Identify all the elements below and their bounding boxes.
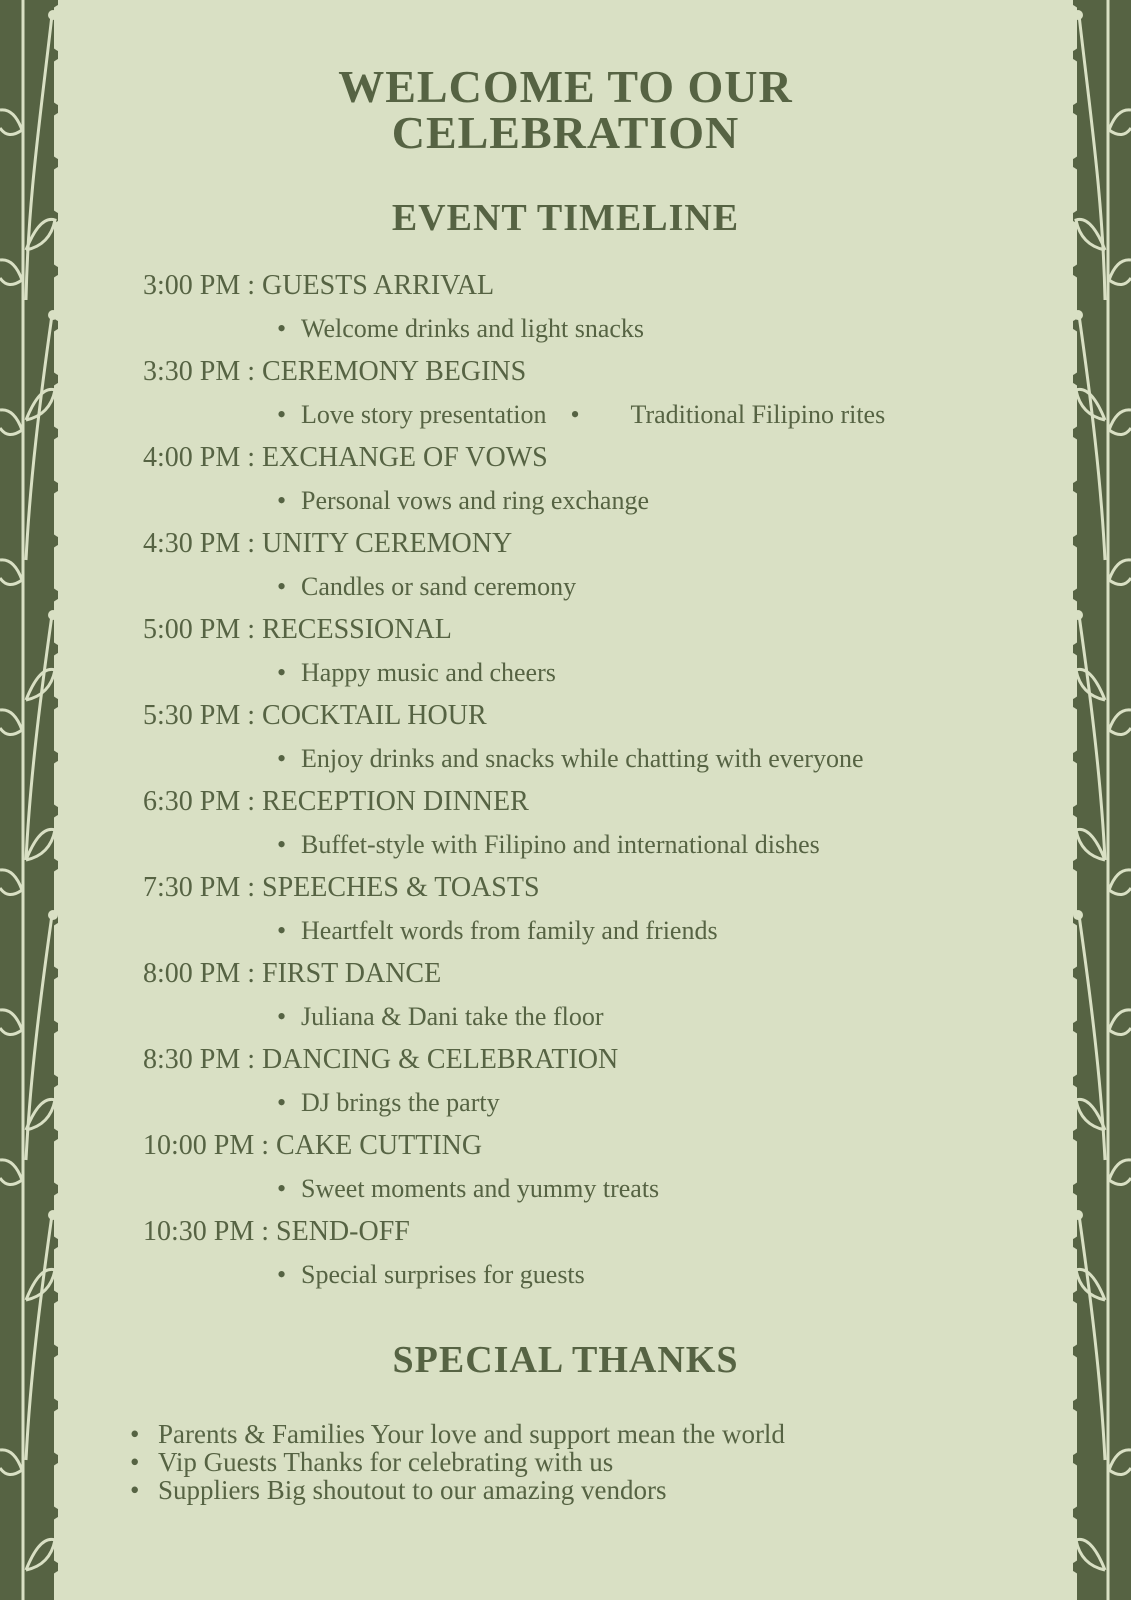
bullet-icon: • [277,658,287,687]
event-name: CEREMONY BEGINS [262,356,527,387]
event-timeline-heading: EVENT TIMELINE [391,197,740,239]
thanks-text: Parents & Families Your love and support mean the world [158,1419,785,1449]
timeline-event [143,959,1051,1045]
event-time: 4:00 PM [143,442,241,473]
right-vine-decoration [1061,0,1131,1600]
event-name: DANCING & CELEBRATION [262,1044,619,1075]
left-vine-decoration [0,0,70,1600]
separator: : [240,528,263,559]
separator: : [240,700,263,731]
title-line-1: WELCOME TO OUR [338,61,793,112]
event-time: 5:00 PM [143,614,241,645]
separator: : [240,356,263,387]
bullet-icon: • [277,400,287,429]
event-detail: Welcome drinks and light snacks [301,314,645,343]
timeline-event [143,701,1051,787]
event-time: 7:30 PM [143,872,241,903]
timeline-event [143,615,1051,701]
separator: : [240,614,263,645]
bullet-icon: • [130,1475,140,1505]
event-name: SPEECHES & TOASTS [262,872,540,903]
event-name: RECESSIONAL [262,614,452,645]
bullet-icon: • [130,1447,140,1477]
separator: : [240,786,263,817]
timeline-event [143,1217,1051,1303]
separator: : [240,442,263,473]
thanks-item [130,1476,785,1504]
bullet-icon: • [130,1419,140,1449]
event-detail: Special surprises for guests [301,1260,585,1289]
special-thanks-heading: SPECIAL THANKS [392,1339,739,1381]
bullet-icon: • [277,1174,287,1203]
timeline-event [143,873,1051,959]
event-timeline [143,271,1051,1303]
thanks-text: Vip Guests Thanks for celebrating with us [158,1447,614,1477]
event-time: 4:30 PM [143,528,241,559]
event-time: 10:00 PM [143,1130,255,1161]
timeline-event [143,787,1051,873]
separator: : [240,872,263,903]
event-detail: Sweet moments and yummy treats [301,1174,660,1203]
event-name: UNITY CEREMONY [262,528,513,559]
timeline-event [143,443,1051,529]
separator: : [240,1044,263,1075]
bullet-icon: • [277,314,287,343]
timeline-event [143,1131,1051,1217]
event-detail: Juliana & Dani take the floor [301,1002,604,1031]
event-time: 5:30 PM [143,700,241,731]
title-line-2: CELEBRATION [391,107,740,158]
timeline-event [143,271,1051,357]
event-detail: Enjoy drinks and snacks while chatting with everyone [301,744,864,773]
event-detail: Candles or sand ceremony [301,572,577,601]
event-detail: Happy music and cheers [301,658,556,687]
bullet-icon: • [277,486,287,515]
event-name: COCKTAIL HOUR [262,700,487,731]
separator: : [254,1130,277,1161]
separator: : [254,1216,277,1247]
event-time: 10:30 PM [143,1216,255,1247]
bullet-icon: • [277,572,287,601]
event-name: CAKE CUTTING [276,1130,483,1161]
event-name: GUESTS ARRIVAL [262,270,495,301]
event-name: SEND-OFF [276,1216,410,1247]
event-detail: Love story presentation [301,400,547,429]
event-name: RECEPTION DINNER [262,786,529,817]
thanks-text: Suppliers Big shoutout to our amazing vendors [158,1475,667,1505]
event-name: FIRST DANCE [262,958,442,989]
event-detail: DJ brings the party [301,1088,500,1117]
separator: : [240,270,263,301]
timeline-event [143,357,1051,443]
timeline-event [143,1045,1051,1131]
bullet-icon: • [277,1260,287,1289]
event-detail: Personal vows and ring exchange [301,486,650,515]
event-detail: Heartfelt words from family and friends [301,916,718,945]
bullet-icon: • [277,830,287,859]
event-time: 3:30 PM [143,356,241,387]
event-time: 3:00 PM [143,270,241,301]
event-time: 6:30 PM [143,786,241,817]
timeline-event [143,529,1051,615]
separator: : [240,958,263,989]
bullet-icon: • [570,400,580,429]
bullet-icon: • [277,1002,287,1031]
special-thanks-list [130,1420,785,1504]
event-detail: Buffet-style with Filipino and international dishes [301,830,820,859]
bullet-icon: • [277,1088,287,1117]
bullet-icon: • [277,744,287,773]
bullet-icon: • [277,916,287,945]
event-time: 8:30 PM [143,1044,241,1075]
thanks-item [130,1420,785,1448]
event-time: 8:00 PM [143,958,241,989]
event-detail: Traditional Filipino rites [630,400,886,429]
thanks-item [130,1448,785,1476]
page-title [80,61,1051,158]
event-name: EXCHANGE OF VOWS [262,442,548,473]
